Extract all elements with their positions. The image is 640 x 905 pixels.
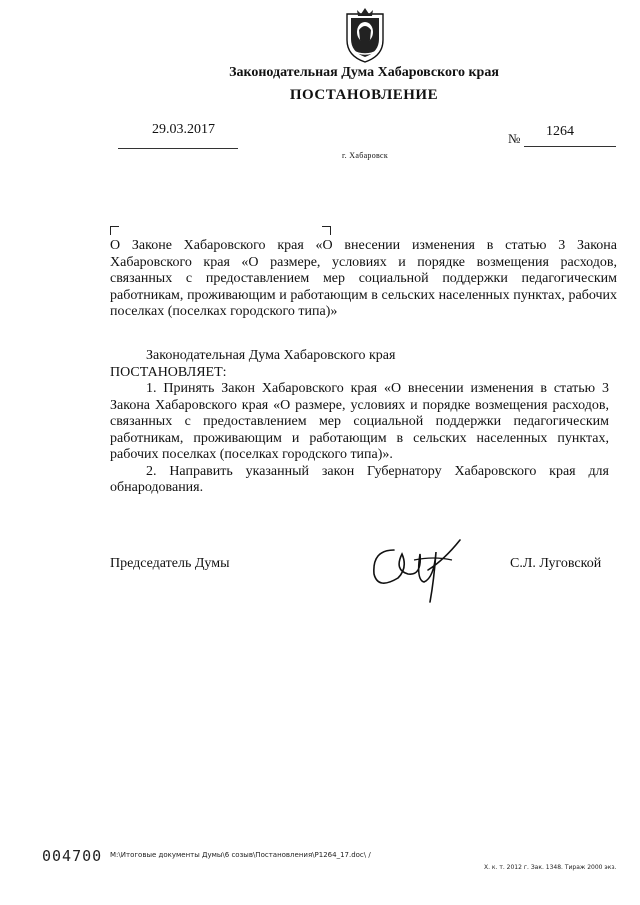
- preamble-resolves: ПОСТАНОВЛЯЕТ:: [110, 365, 227, 380]
- date-underline: [118, 148, 238, 149]
- city-label: г. Хабаровск: [342, 151, 389, 160]
- handwritten-signature: [364, 530, 474, 608]
- signatory-title: Председатель Думы: [110, 556, 230, 571]
- subject-corner-left: [110, 226, 119, 235]
- resolution-item: 2. Направить указанный закон Губернатору Хабаровского края для обнародования.: [110, 463, 609, 495]
- document-date: 29.03.2017: [152, 122, 215, 137]
- resolution-item: 1. Принять Закон Хабаровского края «О внесении изменения в статью 3 Закона Хабаровского края «О размере, условиях и порядке возмещения расходов, связанных с предоставлением мер социальной поддержки педагогическим работникам, проживающим и работающим в сельских населенных пунктах, рабочих поселках (поселках городского типа)».: [110, 381, 609, 462]
- number-sign: №: [508, 131, 521, 146]
- resolution-body: [110, 381, 609, 497]
- signatory-name: С.Л. Луговской: [510, 556, 602, 571]
- document-number: 1264: [546, 124, 574, 139]
- number-underline: [524, 146, 616, 147]
- subject-corner-right: [322, 226, 331, 235]
- coat-of-arms-emblem: [337, 6, 393, 64]
- file-path: М:\Итоговые документы Думы\6 созыв\Постановления\Р1264_17.doc\ /: [110, 851, 371, 859]
- organization-title: Законодательная Дума Хабаровского края: [229, 65, 499, 80]
- registration-stamp-number: 004700: [42, 847, 103, 865]
- print-info: Х. к. т. 2012 г. Зак. 1348. Тираж 2000 экз.: [484, 864, 617, 871]
- preamble-duma: Законодательная Дума Хабаровского края: [146, 348, 396, 363]
- document-type-title: ПОСТАНОВЛЕНИЕ: [289, 87, 439, 103]
- document-subject: О Законе Хабаровского края «О внесении изменения в статью 3 Закона Хабаровского края «О размере, условиях и порядке возмещения расходов, связанных с предоставлением мер социальной поддержки педагогическим работникам, проживающим и работающим в сельских населенных пунктах, рабочих поселках (поселках городского типа)»: [110, 238, 617, 319]
